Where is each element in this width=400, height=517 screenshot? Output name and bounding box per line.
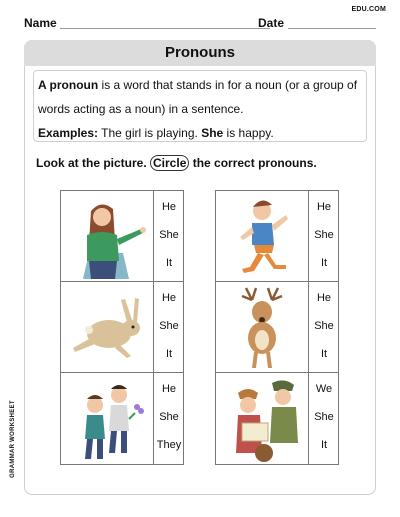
- date-label: Date: [258, 16, 285, 30]
- definition-text: is a word that stands in for a noun (or a group of words acting as a noun) in a sentence.: [38, 78, 358, 116]
- exercise-row: [216, 373, 338, 464]
- name-date-row: [24, 16, 376, 32]
- pronoun-option[interactable]: She: [314, 229, 334, 241]
- hikers-with-map-icon: [216, 373, 309, 464]
- pronoun-option[interactable]: She: [159, 320, 179, 332]
- pronoun-option[interactable]: She: [159, 229, 179, 241]
- name-line[interactable]: [60, 28, 270, 29]
- example-sentence-2: is happy.: [223, 126, 274, 140]
- exercise-row: [216, 282, 338, 373]
- pronoun-option[interactable]: He: [161, 201, 177, 213]
- exercise-row: [216, 191, 338, 282]
- reindeer-picture: [216, 282, 309, 373]
- name-label: Name: [24, 16, 57, 30]
- example-sentence-1: The girl is playing.: [98, 126, 202, 140]
- pronoun-option[interactable]: It: [320, 439, 328, 451]
- exercise-row: [61, 191, 183, 282]
- woman-pointing-icon: [61, 191, 154, 282]
- brand-logo: EDU.COM: [351, 6, 386, 13]
- instruction-after: the correct pronouns.: [189, 156, 317, 170]
- rabbit-jumping-picture: [61, 282, 154, 373]
- boy-running-icon: [216, 191, 309, 282]
- exercise-row: [61, 282, 183, 373]
- pronoun-options: [155, 282, 183, 373]
- boy-running-picture: [216, 191, 309, 282]
- pronoun-option[interactable]: They: [156, 439, 182, 451]
- pronoun-option[interactable]: He: [161, 292, 177, 304]
- pronoun-options: [155, 191, 183, 282]
- pronoun-option[interactable]: She: [314, 320, 334, 332]
- exercise-row: [61, 373, 183, 464]
- definition-term: A pronoun: [38, 78, 99, 92]
- pronoun-option[interactable]: It: [165, 348, 173, 360]
- definition-box: [33, 70, 367, 142]
- exercise-grid-right: [215, 190, 339, 465]
- pronoun-options: [310, 282, 338, 373]
- two-boys-with-flowers-icon: [61, 373, 154, 464]
- side-label: GRAMMAR WORKSHEET: [10, 400, 16, 478]
- date-line[interactable]: [288, 28, 376, 29]
- instruction-before: Look at the picture.: [36, 156, 151, 170]
- pronoun-options: [155, 373, 183, 464]
- rabbit-jumping-icon: [61, 282, 154, 373]
- two-boys-with-flowers-picture: [61, 373, 154, 464]
- instruction: [36, 156, 317, 170]
- example-pronoun: She: [201, 126, 224, 140]
- pronoun-option[interactable]: She: [159, 411, 179, 423]
- pronoun-option[interactable]: It: [165, 257, 173, 269]
- pronoun-option[interactable]: It: [320, 348, 328, 360]
- hikers-with-map-picture: [216, 373, 309, 464]
- reindeer-icon: [216, 282, 309, 373]
- pronoun-option[interactable]: We: [315, 383, 333, 395]
- examples-label: Examples:: [38, 126, 99, 140]
- pronoun-option[interactable]: He: [316, 292, 332, 304]
- circle-word: Circle: [150, 155, 189, 171]
- pronoun-option[interactable]: She: [314, 411, 334, 423]
- pronoun-options: [310, 191, 338, 282]
- pronoun-options: [310, 373, 338, 464]
- pronoun-option[interactable]: He: [161, 383, 177, 395]
- pronoun-option[interactable]: He: [316, 201, 332, 213]
- page-title: Pronouns: [24, 40, 376, 66]
- exercise-grid-left: [60, 190, 184, 465]
- pronoun-option[interactable]: It: [320, 257, 328, 269]
- woman-pointing-picture: [61, 191, 154, 282]
